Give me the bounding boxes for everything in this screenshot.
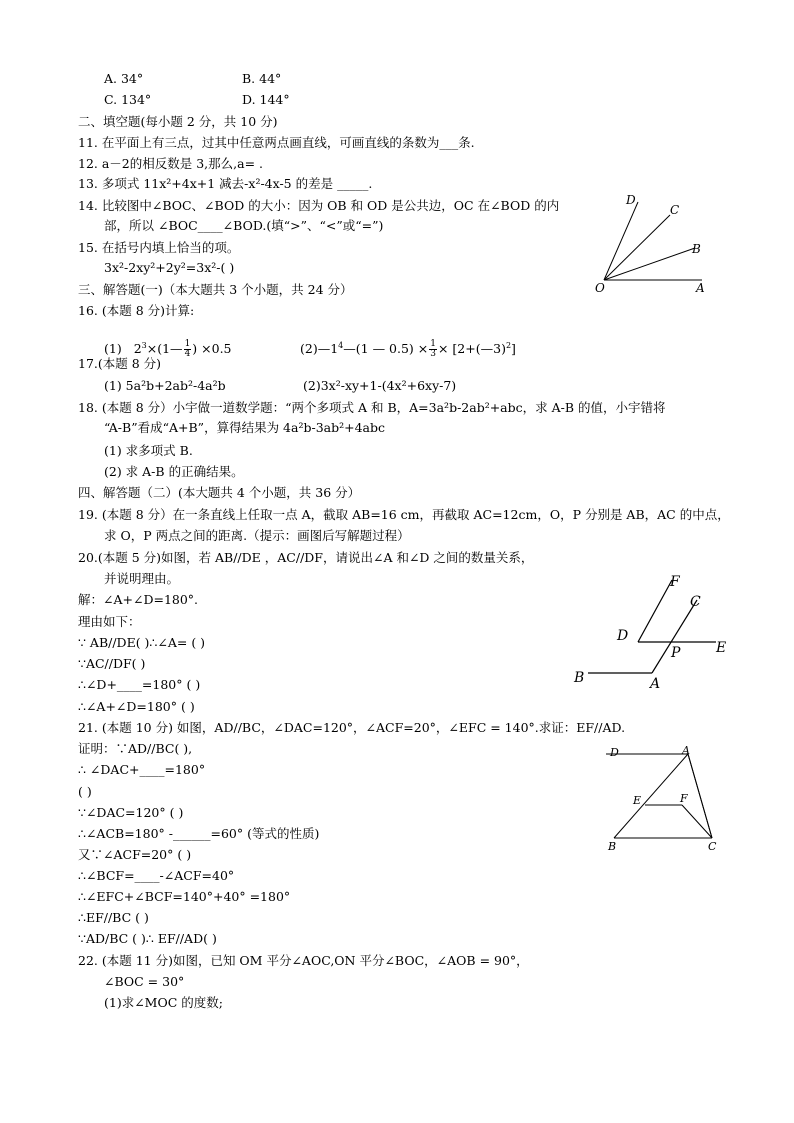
fig2-label-c: C: [690, 594, 701, 610]
text-line-l38: ∴∠BCF=____-∠ACF=40°: [78, 868, 235, 883]
fraction-one-quarter: $\frac{1}{4}$: [184, 339, 191, 359]
fig3-label-a: A: [682, 744, 690, 757]
fig1-label-b: B: [692, 242, 701, 256]
text-line-l17: “A-B”看成“A+B”，算得结果为 4a²b-3ab²+4abc: [104, 420, 385, 435]
text-line-l8: 部，所以 ∠BOC____∠BOD.(填“>”、“<”或“=”): [104, 218, 384, 233]
fig2-label-f: F: [670, 574, 680, 590]
text-line-l2: C. 134°: [104, 92, 152, 107]
text-line-l15: (1) 5a²b+2ab²-4a²b: [104, 378, 226, 393]
text-line-l28: ∵AC//DF( ): [78, 656, 146, 671]
fig3-label-d: D: [610, 746, 619, 759]
calc-1-mid: ×(1—: [146, 341, 183, 356]
text-line-l1: A. 34°: [104, 71, 144, 86]
text-line-l23: 20.(本题 5 分)如图，若 AB//DE ，AC//DF，请说出∠A 和∠D 之间的数量关系，: [78, 550, 534, 565]
text-line-l26: 理由如下：: [78, 614, 141, 629]
calc-2-end: ]: [511, 341, 516, 356]
text-line-l42: 22. (本题 11 分)如图，已知 OM 平分∠AOC,ON 平分∠BOC，∠AOB = 90°，: [78, 953, 529, 968]
text-line-l15b: (2)3x²-xy+1-(4x²+6xy-7): [303, 378, 457, 393]
text-line-l27: ∵ AB//DE( )∴∠A= ( ): [78, 635, 206, 650]
text-line-l29: ∴∠D+____=180° ( ): [78, 677, 201, 692]
text-line-l43: ∠BOC = 30°: [104, 974, 185, 989]
text-line-l30: ∴∠A+∠D=180° ( ): [78, 699, 195, 714]
text-line-l1b: B. 44°: [242, 71, 282, 86]
fig1-label-c: C: [670, 203, 680, 217]
fig1-label-o: O: [595, 281, 605, 295]
fig3-label-e: E: [633, 794, 642, 807]
text-line-l34: ( ): [78, 784, 92, 799]
fig2-label-b: B: [574, 670, 585, 686]
fig3-label-f: F: [680, 792, 688, 805]
calc-2-mid2: × [2+(—3): [437, 341, 506, 356]
calc-1-exp: 3: [141, 340, 147, 350]
fig2-label-p: P: [671, 645, 681, 661]
text-line-l32: 证明：∵AD//BC( ),: [78, 741, 193, 756]
text-line-l11: 三、解答题(一)（本大题共 3 个小题，共 24 分）: [78, 282, 353, 297]
text-line-l2b: D. 144°: [242, 92, 290, 107]
text-line-l16: 18. (本题 8 分）小宇做一道数学题：“两个多项式 A 和 B，A=3a²b-2ab²+abc，求 A-B 的值，小宇错将: [78, 400, 666, 415]
text-line-l24: 并说明理由。: [104, 571, 180, 586]
figure-angle-bod: [590, 190, 720, 300]
text-line-l37: 又∵∠ACF=20° ( ): [78, 847, 192, 862]
text-line-l44: (1)求∠MOC 的度数;: [104, 995, 223, 1010]
text-line-l40: ∴EF//BC ( ): [78, 910, 149, 925]
fig2-label-a: A: [650, 676, 661, 692]
figure-parallel-lines: [568, 570, 738, 695]
text-line-l36: ∴∠ACB=180° -______=60° (等式的性质): [78, 826, 320, 841]
fig1-label-a: A: [696, 281, 705, 295]
text-line-l5: 12. a－2的相反数是 3,那么,a= .: [78, 156, 264, 171]
calc-2-mid: —(1 — 0.5) ×: [343, 341, 429, 356]
text-line-l35: ∵∠DAC=120° ( ): [78, 805, 184, 820]
calc-1-base: 2: [133, 341, 142, 356]
fig1-label-d: D: [626, 193, 636, 207]
text-line-l10: 3x²-2xy²+2y²=3x²-( ): [104, 260, 235, 275]
text-line-l9: 15. 在括号内填上恰当的项。: [78, 240, 240, 255]
calc-2-label: (2)—1: [300, 341, 339, 356]
text-line-l6: 13. 多项式 11x²+4x+1 减去-x²-4x-5 的差是 _____.: [78, 176, 373, 191]
text-line-l20: 四、解答题（二）(本大题共 4 个小题，共 36 分）: [78, 485, 361, 500]
text-line-l7: 14. 比较图中∠BOC、∠BOD 的大小：因为 OB 和 OD 是公共边，OC 在∠BOD 的内: [78, 198, 560, 213]
calc-2-exp2: 2: [505, 340, 512, 350]
text-line-l31: 21. (本题 10 分) 如图，AD//BC，∠DAC=120°，∠ACF=20°，∠EFC = 140°.求证：EF//AD.: [78, 720, 626, 735]
figure-trapezoid: [600, 742, 730, 854]
text-line-l14: 17.(本题 8 分): [78, 356, 162, 371]
calc-1-label: (1): [104, 341, 122, 356]
text-line-l39: ∴∠EFC+∠BCF=140°+40° =180°: [78, 889, 291, 904]
text-line-l3: 二、填空题(每小题 2 分，共 10 分): [78, 114, 278, 129]
fig2-label-d: D: [617, 628, 629, 644]
text-line-l21: 19. (本题 8 分）在一条直线上任取一点 A，截取 AB=16 cm，再截取 AC=12cm，O，P 分别是 AB，AC 的中点，: [78, 507, 730, 522]
calc-2-exp: 4: [338, 340, 344, 350]
text-line-l4: 11. 在平面上有三点，过其中任意两点画直线，可画直线的条数为___条.: [78, 135, 475, 150]
fig2-label-e: E: [716, 640, 727, 656]
calc-1-end: ) ×0.5: [192, 341, 232, 356]
text-line-l33: ∴ ∠DAC+____=180°: [78, 762, 206, 777]
text-line-l19: (2) 求 A-B 的正确结果。: [104, 464, 244, 479]
text-line-l25: 解：∠A+∠D=180°.: [78, 592, 199, 607]
text-line-l41: ∵AD/BC ( )∴ EF//AD( ): [78, 931, 217, 946]
text-line-l12: 16. (本题 8 分)计算:: [78, 303, 195, 318]
calc-line-16: [104, 338, 232, 360]
calc-line-16-2: [300, 338, 516, 360]
text-line-l22: 求 O，P 两点之间的距离.（提示：画图后写解题过程）: [104, 528, 410, 543]
fraction-one-third: $\frac{1}{3}$: [430, 339, 436, 359]
fig3-label-b: B: [608, 840, 617, 853]
text-line-l18: (1) 求多项式 B.: [104, 443, 193, 458]
fig3-label-c: C: [708, 840, 717, 853]
